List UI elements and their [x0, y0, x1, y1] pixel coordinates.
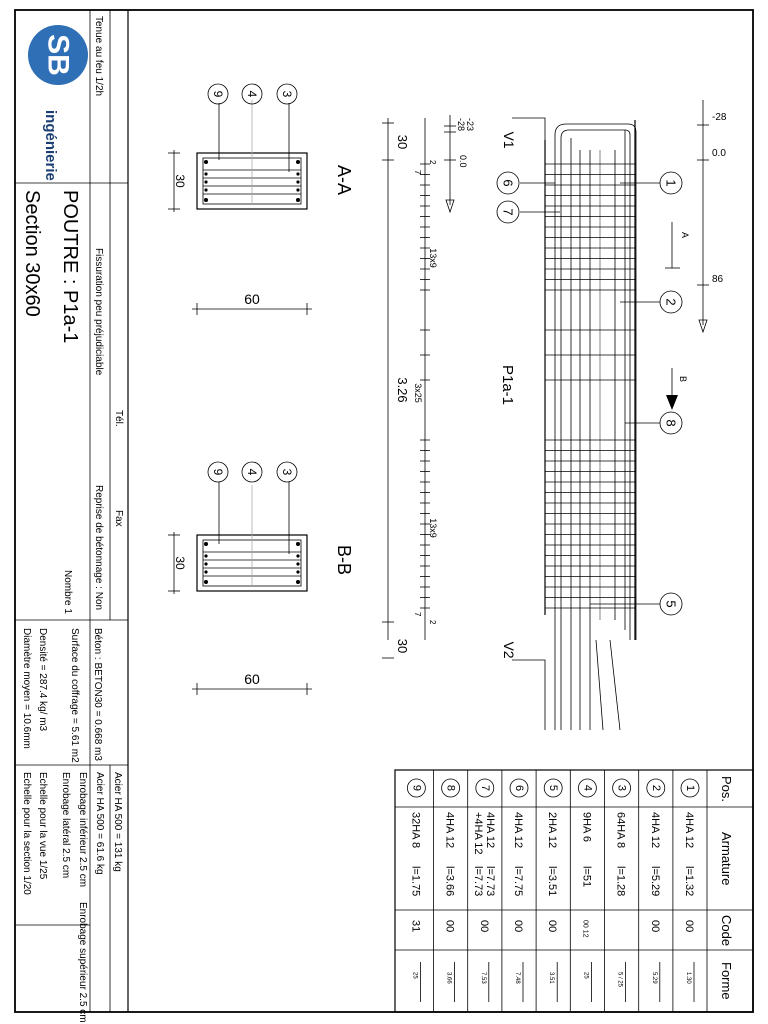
schedule-code: 00: [512, 920, 524, 933]
schedule-forme-label: 25: [411, 972, 418, 979]
mark-5: 5: [663, 600, 679, 608]
beam-elevation: [382, 100, 727, 730]
bar-schedule: [395, 770, 753, 1012]
schedule-code: 00: [477, 920, 490, 933]
schedule-header-forme: Forme: [719, 962, 734, 1000]
support-right: V2: [501, 641, 517, 659]
acier-2: Acier HA 500 = 61.6 kg: [94, 772, 105, 875]
schedule-length: l=1.28: [614, 866, 627, 897]
schedule-row-1: [681, 779, 699, 1002]
schedule-forme-label: 5 / 25: [616, 972, 623, 988]
schedule-length: l=51: [580, 866, 593, 888]
section-b-mark-4: 4: [245, 468, 259, 476]
mark-2: 2: [663, 298, 679, 306]
spacing-3: 13x9: [428, 518, 438, 538]
schedule-forme-label: 5.29: [650, 972, 657, 984]
schedule-code: 31: [409, 920, 422, 933]
enrobage-lateral: Enrobage latéral 2.5 cm: [60, 772, 71, 879]
schedule-code: 00: [443, 920, 456, 933]
schedule-length: l=7.73: [483, 866, 496, 897]
section-b-title: B-B: [334, 544, 354, 576]
schedule-armature: 4HA 12: [683, 812, 695, 849]
schedule-pos: 9: [410, 784, 423, 792]
schedule-row-2: [647, 779, 665, 1002]
level-right-2: 0.0: [712, 148, 726, 159]
schedule-pos: 6: [513, 784, 525, 792]
schedule-code: 00: [648, 920, 661, 933]
schedule-pos: 7: [478, 784, 491, 792]
level-right-3: 86: [712, 274, 724, 285]
dim-span: 3.26: [395, 377, 410, 403]
schedule-length-2: l=7.73: [471, 866, 484, 897]
enrobage-superieur: Enrobage supérieur 2.5 cm: [77, 902, 88, 1023]
end-spacing-1: 7: [413, 170, 422, 175]
fissuration: Fissuration peu préjudiciable: [93, 248, 104, 376]
schedule-row-4: [578, 779, 596, 1002]
schedule-code: 00 12: [581, 920, 589, 938]
enrobage-inferieur: Enrobage inférieur 2.5 cm: [77, 772, 88, 888]
schedule-row-8: [442, 779, 460, 1002]
schedule-row-9: [407, 779, 425, 1002]
section-a-mark-3: 3: [280, 90, 294, 98]
end-spacing-3: 2: [428, 160, 437, 165]
section-b-mark-3: 3: [280, 468, 294, 476]
schedule-row-3: [613, 779, 631, 1002]
cut-b-label: B: [678, 376, 688, 383]
schedule-armature: 4HA 12: [512, 812, 524, 849]
tel: Tél.: [113, 410, 124, 427]
schedule-armature: 9HA 6: [580, 812, 593, 842]
schedule-forme-label: 1.30: [685, 972, 691, 984]
schedule-armature-2: +4HA 12: [471, 812, 484, 855]
surface: Surface du coffrage = 5.61 m2: [69, 628, 80, 763]
schedule-pos: 4: [581, 784, 594, 792]
mark-7: 7: [500, 208, 516, 216]
level-right-1: -28: [712, 112, 727, 123]
section-b-mark-9: 9: [211, 468, 225, 476]
schedule-forme-label: 3.66: [445, 972, 452, 984]
spacing-1: 13x9: [428, 248, 438, 268]
schedule-armature: 4HA 12: [648, 812, 661, 849]
dim-left-support: 30: [395, 134, 410, 150]
echelle-vue: Echelle pour la vue 1/25: [37, 772, 48, 880]
mark-8: 8: [663, 419, 679, 427]
section-a-height: 30: [173, 174, 187, 188]
reprise: Reprise de bétonnage : Non: [93, 485, 104, 611]
tenue-feu: Tenue au feu 1/2h: [93, 16, 104, 97]
end-spacing-2: 7: [413, 612, 422, 617]
level-left-2: -23: [465, 118, 475, 132]
section-a-mark-4: 4: [245, 90, 259, 98]
nombre: Nombre 1: [62, 570, 73, 614]
schedule-header-armature: Armature: [719, 832, 734, 886]
title-block: [15, 10, 128, 1023]
schedule-header-pos: Pos.: [719, 776, 734, 803]
section-a-mark-9: 9: [211, 90, 225, 98]
mark-1: 1: [663, 179, 679, 187]
beam-title: POUTRE : P1a-1: [59, 190, 81, 344]
section-a-width: 60: [244, 291, 260, 307]
schedule-length: l=5.29: [648, 866, 661, 897]
logo-word: ingénierie: [42, 110, 59, 181]
schedule-row-7: [472, 779, 496, 1002]
schedule-length: l=3.66: [443, 866, 456, 897]
spacing-2: 3x25: [413, 383, 423, 403]
support-left: V1: [501, 131, 517, 149]
schedule-armature: 2HA 12: [546, 812, 559, 849]
section-a-title: A-A: [334, 164, 354, 196]
section-b-b: [168, 462, 354, 695]
schedule-pos: 3: [615, 784, 628, 792]
schedule-length: l=1.75: [409, 866, 422, 897]
cut-a-label: A: [680, 232, 690, 239]
diametre: Diamètre moyen = 10.6mm: [21, 628, 32, 749]
beam-label: P1a-1: [499, 364, 516, 406]
schedule-row-5: [544, 779, 562, 1002]
beam-section: Section 30x60: [21, 190, 43, 317]
beton: Béton : BETON30 = 0.668 m3: [92, 628, 103, 761]
schedule-pos: 1: [684, 784, 696, 792]
schedule-pos: 5: [547, 784, 560, 792]
dim-right-support: 30: [395, 638, 410, 654]
schedule-length: l=1.32: [683, 866, 695, 897]
company-logo: [28, 25, 88, 181]
schedule-armature: 4HA 12: [443, 812, 456, 849]
end-spacing-4: 2: [428, 620, 437, 625]
acier-1: Acier HA 500 = 131 kg: [112, 772, 123, 872]
schedule-pos: 2: [649, 784, 662, 792]
schedule-armature: 32HA 8: [409, 812, 422, 849]
section-b-height: 30: [173, 556, 187, 570]
schedule-forme-label: 7.53: [479, 972, 486, 984]
mark-6: 6: [500, 179, 516, 187]
schedule-length: l=7.75: [512, 866, 524, 897]
schedule-pos: 8: [444, 784, 457, 792]
schedule-row-6: [510, 779, 528, 1002]
schedule-length: l=3.51: [546, 866, 559, 897]
schedule-forme-label: 25: [582, 972, 589, 979]
schedule-code: 00: [546, 920, 559, 933]
section-a-a: [168, 84, 354, 315]
level-left-3: 0.0: [458, 155, 468, 168]
densite: Densité = 287.4 kg/ m3: [37, 628, 48, 732]
echelle-section: Echelle pour la section 1/20: [21, 772, 32, 895]
section-b-width: 60: [244, 671, 260, 687]
svg-text:SB: SB: [41, 34, 75, 76]
schedule-forme-label: 3.51: [548, 972, 555, 984]
schedule-code: 00: [683, 920, 695, 933]
fax: Fax: [113, 510, 124, 527]
schedule-header-code: Code: [719, 915, 734, 947]
schedule-armature: 4HA 12: [483, 812, 496, 849]
level-left-1: -28: [456, 118, 466, 132]
schedule-forme-label: 7.48: [514, 972, 520, 984]
schedule-armature: 64HA 8: [614, 812, 627, 849]
